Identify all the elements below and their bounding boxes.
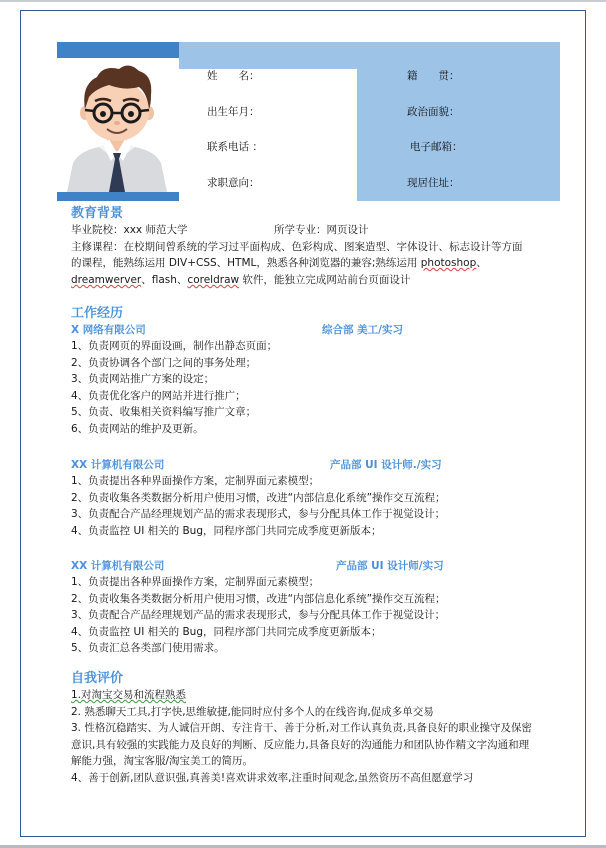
- duty-item: 3、负责配合产品经理规划产品的需求表现形式，参与分配具体工作于视觉设计；: [71, 508, 446, 521]
- duty-item: 4、负责优化客户的网站并进行推广；: [71, 389, 246, 402]
- spellcheck-word: photoshop: [420, 257, 477, 270]
- spellcheck-word: dreamwerver: [71, 273, 142, 286]
- political-status-label: 政治面貌：: [407, 106, 460, 118]
- header-accent-bar: [57, 42, 179, 58]
- name-field: [207, 68, 260, 83]
- duty-item: 2、负责收集各类数据分析用户使用习惯，改进“内部信息化系统”操作交互流程；: [71, 491, 446, 504]
- company-name: XX 计算机有限公司: [71, 560, 165, 572]
- self-eval-item: 解能力强，淘宝客服/淘宝美工的简历。: [71, 755, 254, 768]
- duty-item: 4、负责监控 UI 相关的 Bug，同程序部门共同完成季度更新版本；: [71, 524, 382, 537]
- courses-text: 的课程，能熟练运用 DIV+CSS、HTML，熟悉各种浏览器的兼容;熟练运用: [71, 257, 421, 270]
- email-field: [410, 139, 463, 154]
- courses-line-2: [71, 255, 571, 272]
- duty-item: 5、负责、收集相关资料编写推广文章；: [71, 406, 257, 419]
- political-status-field: [407, 104, 460, 119]
- job-position: 产品部 UI 设计师/实习: [336, 560, 444, 572]
- duty-item: 6、负责网站的维护及更新。: [71, 422, 204, 435]
- courses-text: 、flash、: [141, 273, 188, 286]
- job-intention-field: [207, 175, 260, 190]
- self-eval-title: 自我评价: [71, 671, 124, 686]
- phone-field: [207, 139, 263, 154]
- job-2-header: [71, 457, 571, 473]
- self-eval-text: 1.对淘宝交易和流程熟悉: [71, 689, 187, 701]
- company-name: XX 计算机有限公司: [71, 459, 165, 471]
- address-field: [407, 175, 460, 190]
- job-position: 产品部 UI 设计师./实习: [330, 459, 442, 471]
- duty-item: 1、负责网页的界面设画，制作出静态页面；: [71, 340, 278, 352]
- native-place-field: [407, 68, 460, 83]
- work-section: [71, 305, 571, 438]
- phone-label: 联系电话 ：: [207, 141, 263, 153]
- courses-text: 、: [476, 257, 487, 270]
- spellcheck-word: coreldraw: [187, 273, 240, 286]
- job-3-header: [71, 558, 571, 574]
- birthdate-label: 出生年月：: [207, 106, 260, 118]
- avatar: [59, 61, 175, 192]
- self-eval-item: 3. 性格沉稳踏实、为人诚信开朗、专注肯干、善于分析,对工作认真负责,具备良好的职业操守及保密: [71, 722, 533, 735]
- courses-line-1: 主修课程：在校期间曾系统的学习过平面构成、色彩构成、图案造型、字体设计、标志设计等方面: [71, 240, 523, 253]
- duty-item: 2、负责协调各个部门之间的事务处理；: [71, 356, 257, 369]
- job-position: 综合部 美工/实习: [322, 324, 403, 336]
- self-eval-item: 意识,具有较强的实践能力及良好的判断、反应能力,具备良好的沟通能力和团队协作精文字沟通和理: [71, 738, 530, 751]
- self-eval-section: [71, 670, 571, 787]
- job-intention-label: 求职意向：: [207, 177, 260, 189]
- education-school-row: [71, 222, 571, 239]
- resume-page: [20, 10, 586, 837]
- education-title: 教育背景: [71, 206, 124, 221]
- duty-item: 3、负责网站推广方案的设定；: [71, 373, 215, 386]
- duty-item: 1、负责提出各种界面操作方案，定制界面元素模型；: [71, 576, 320, 588]
- name-label: 姓 名：: [207, 70, 260, 82]
- top-divider: [0, 0, 606, 2]
- self-eval-item: 2. 熟悉聊天工具,打字快,思维敏捷,能同时应付多个人的在线咨询,促成多单交易: [71, 705, 434, 718]
- self-eval-item: [71, 687, 571, 704]
- birthdate-field: [207, 104, 260, 119]
- email-label: 电子邮箱：: [410, 141, 463, 153]
- self-eval-item: 4、善于创新,团队意识强,真善美!喜欢讲求效率,注重时间观念,虽然资历不高但愿意学习: [71, 771, 474, 784]
- work-job-2: [71, 457, 571, 539]
- duty-item: 2、负责收集各类数据分析用户使用习惯，改进“内部信息化系统”操作交互流程；: [71, 592, 446, 605]
- major: 所学专业：网页设计: [274, 224, 369, 236]
- duty-item: 5、负责汇总各类部门使用需求。: [71, 642, 225, 655]
- work-job-3: [71, 558, 571, 657]
- native-place-label: 籍 贯：: [407, 70, 460, 82]
- education-section: [71, 205, 571, 288]
- work-title: 工作经历: [71, 306, 124, 321]
- courses-line-3: [71, 272, 571, 289]
- courses-text: 软件，能独立完成网站前台页面设计: [239, 273, 411, 286]
- duty-item: 3、负责配合产品经理规划产品的需求表现形式，参与分配具体工作于视觉设计；: [71, 609, 446, 622]
- job-1-header: [71, 322, 571, 338]
- school: 毕业院校：xxx 师范大学: [71, 224, 188, 236]
- company-name: X 网络有限公司: [71, 324, 146, 336]
- duty-item: 4、负责监控 UI 相关的 Bug，同程序部门共同完成季度更新版本；: [71, 625, 382, 638]
- header-light-band: [179, 42, 560, 69]
- photo-bottom-bar: [57, 192, 179, 201]
- address-label: 现居住址：: [407, 177, 460, 189]
- duty-item: 1、负责提出各种界面操作方案，定制界面元素模型；: [71, 475, 320, 487]
